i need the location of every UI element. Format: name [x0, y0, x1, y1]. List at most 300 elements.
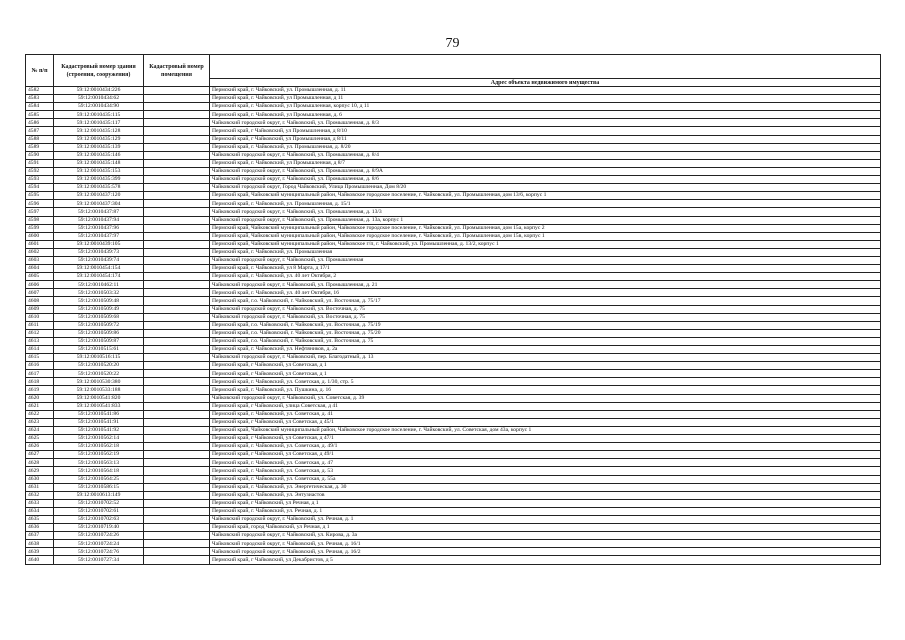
cadastral-room-cell: [144, 95, 210, 103]
row-number: 4619: [26, 386, 54, 394]
header-address-top: [210, 55, 881, 79]
table-row: [26, 216, 881, 224]
table-row: [26, 394, 881, 402]
table-row: [26, 273, 881, 281]
row-number: 4623: [26, 418, 54, 426]
row-number: 4629: [26, 467, 54, 475]
row-number: 4598: [26, 216, 54, 224]
cadastral-room-cell: [144, 200, 210, 208]
table-row: [26, 224, 881, 232]
cadastral-building-cell: 59:12:0010541:86: [54, 410, 144, 418]
cadastral-building-cell: 59:12:0010520:20: [54, 362, 144, 370]
cadastral-room-cell: [144, 103, 210, 111]
table-row: [26, 289, 881, 297]
table-row: [26, 127, 881, 135]
address-cell: Чайковский городской округ, г. Чайковский, ул. Кирова, д. 3а: [210, 532, 881, 540]
cadastral-room-cell: [144, 248, 210, 256]
row-number: 4610: [26, 313, 54, 321]
cadastral-room-cell: [144, 459, 210, 467]
cadastral-building-cell: 59:12:0010563:13: [54, 459, 144, 467]
row-number: 4600: [26, 232, 54, 240]
cadastral-room-cell: [144, 362, 210, 370]
cadastral-building-cell: 59:12:0010439:105: [54, 240, 144, 248]
address-cell: Чайковский городской округ, г. Чайковский, ул. Промышленная, д. 8/4: [210, 151, 881, 159]
cadastral-room-cell: [144, 491, 210, 499]
table-row: [26, 467, 881, 475]
row-number: 4621: [26, 402, 54, 410]
address-cell: Пермский край, Чайковский муниципальный район, Чайковское городское поселение, г. Чайковский, ул. Промышленная, дом 13/6, корпус 1: [210, 192, 881, 200]
cadastral-building-cell: 59:12:0010435:129: [54, 135, 144, 143]
cadastral-room-cell: [144, 524, 210, 532]
address-cell: Пермский край, г. Чайковский, ул Промышленная, д. 6: [210, 111, 881, 119]
address-cell: Пермский край, г Чайковский, ул Декабристов, д 5: [210, 556, 881, 564]
table-row: [26, 159, 881, 167]
address-cell: Пермский край, г. Чайковский, ул Промышленная, корпус 10, д 11: [210, 103, 881, 111]
header-address: Адрес объекта недвижимого имущества: [210, 79, 881, 87]
address-cell: Пермский край, г. Чайковский, ул Промышленная, д 11: [210, 95, 881, 103]
page-number: 79: [445, 36, 460, 51]
cadastral-room-cell: [144, 192, 210, 200]
table-row: [26, 265, 881, 273]
table-row: [26, 443, 881, 451]
row-number: 4609: [26, 305, 54, 313]
cadastral-building-cell: 59:12:0010562:14: [54, 435, 144, 443]
table-row: [26, 313, 881, 321]
address-cell: Чайковский городской округ, г. Чайковский, ул. Речная, д. 16/2: [210, 548, 881, 556]
table-row: [26, 524, 881, 532]
row-number: 4636: [26, 524, 54, 532]
row-number: 4603: [26, 256, 54, 264]
row-number: 4601: [26, 240, 54, 248]
cadastral-room-cell: [144, 305, 210, 313]
table-row: [26, 507, 881, 515]
cadastral-building-cell: 59:12:0010541:92: [54, 426, 144, 434]
table-row: [26, 346, 881, 354]
cadastral-room-cell: [144, 216, 210, 224]
cadastral-building-cell: 59:12:0010724:26: [54, 532, 144, 540]
table-row: [26, 200, 881, 208]
cadastral-room-cell: [144, 208, 210, 216]
cadastral-building-cell: 59:12:0010439:73: [54, 248, 144, 256]
row-number: 4631: [26, 483, 54, 491]
cadastral-room-cell: [144, 224, 210, 232]
address-cell: Пермский край, г. Чайковский, ул. Советская, д. 1/30, стр. 5: [210, 378, 881, 386]
cadastral-building-cell: 59:12:0010613:149: [54, 491, 144, 499]
cadastral-room-cell: [144, 143, 210, 151]
table-row: [26, 111, 881, 119]
cadastral-building-cell: 59:12:0010702:63: [54, 515, 144, 523]
row-number: 4591: [26, 159, 54, 167]
address-cell: Пермский край, г.о. Чайковский, г. Чайковский, ул. Восточная, д. 75/20: [210, 329, 881, 337]
table-row: [26, 95, 881, 103]
row-number: 4620: [26, 394, 54, 402]
table-row: [26, 556, 881, 564]
table-row: [26, 499, 881, 507]
cadastral-building-cell: 59:12:0010509:87: [54, 337, 144, 345]
cadastral-building-cell: 59:12:0010533:188: [54, 386, 144, 394]
table-row: [26, 410, 881, 418]
cadastral-building-cell: 59:12:0010435:115: [54, 111, 144, 119]
table-row: [26, 321, 881, 329]
row-number: 4612: [26, 329, 54, 337]
address-cell: Пермский край, г. Чайковский, ул. Советская, д. 47: [210, 459, 881, 467]
cadastral-room-cell: [144, 370, 210, 378]
address-cell: Пермский край, г. Чайковский, ул. Энергетическая, д. 30: [210, 483, 881, 491]
table-row: [26, 103, 881, 111]
address-cell: Пермский край, Чайковский муниципальный район, Чайковское г/п, г. Чайковский, ул. Промышленная, д. 13/2, корпус 1: [210, 240, 881, 248]
address-cell: Чайковский городской округ, г. Чайковский, ул. Речная, д. 1: [210, 515, 881, 523]
address-cell: Пермский край, г Чайковский, ул Советская, д 47/1: [210, 435, 881, 443]
cadastral-building-cell: 59:12:0010437:97: [54, 232, 144, 240]
table-row: [26, 483, 881, 491]
cadastral-building-cell: 59:12:0010435:139: [54, 143, 144, 151]
cadastral-room-cell: [144, 483, 210, 491]
cadastral-room-cell: [144, 451, 210, 459]
cadastral-room-cell: [144, 556, 210, 564]
cadastral-room-cell: [144, 394, 210, 402]
table-row: [26, 451, 881, 459]
register-rows: [26, 87, 881, 565]
address-cell: Пермский край, г. Чайковский, ул. Промышленная: [210, 248, 881, 256]
row-number: 4628: [26, 459, 54, 467]
table-row: [26, 426, 881, 434]
table-row: [26, 256, 881, 264]
cadastral-building-cell: 59:12:0010503:32: [54, 289, 144, 297]
table-row: [26, 184, 881, 192]
row-number: 4585: [26, 111, 54, 119]
cadastral-building-cell: 59:12:0010509:68: [54, 313, 144, 321]
cadastral-building-cell: 59:12:0010509:72: [54, 321, 144, 329]
address-cell: Пермский край, г. Чайковский, ул. Пушкина, д. 16: [210, 386, 881, 394]
address-cell: Пермский край, г. Чайковский, ул. Нефтяников, д. 2а: [210, 346, 881, 354]
address-cell: Чайковский городской округ, г. Чайковский, ул. Промышленная: [210, 256, 881, 264]
cadastral-room-cell: [144, 127, 210, 135]
address-cell: Пермский край, г. Чайковский, ул Промышленная, д 8/7: [210, 159, 881, 167]
cadastral-room-cell: [144, 435, 210, 443]
table-row: [26, 248, 881, 256]
address-cell: Пермский край, г Чайковский, ул Речная, д 1: [210, 499, 881, 507]
address-cell: Пермский край, г Чайковский, ул Советская, д 1: [210, 362, 881, 370]
table-row: [26, 475, 881, 483]
table-row: [26, 87, 881, 95]
address-cell: Пермский край, г Чайковский, ул Советская, д 45/1: [210, 418, 881, 426]
cadastral-building-cell: 59:12:0010437:87: [54, 208, 144, 216]
cadastral-building-cell: 59:12:0010562:18: [54, 443, 144, 451]
address-cell: Чайковский городской округ, г. Чайковский, пер. Благодатный, д. 13: [210, 354, 881, 362]
cadastral-room-cell: [144, 499, 210, 507]
address-cell: Пермский край, г. Чайковский, ул. Советская, д. 55а: [210, 475, 881, 483]
cadastral-building-cell: 59:12:0010437:120: [54, 192, 144, 200]
table-row: [26, 378, 881, 386]
row-number: 4605: [26, 273, 54, 281]
address-cell: Чайковский городской округ, г. Чайковский, ул. Промышленная, д. 13а, корпус 1: [210, 216, 881, 224]
cadastral-building-cell: 59:12:0010434:226: [54, 87, 144, 95]
table-row: [26, 548, 881, 556]
table-row: [26, 402, 881, 410]
address-cell: Пермский край, Чайковский муниципальный район, Чайковское городское поселение, г. Чайковский, ул. Промышленная, дом 15в, корпус 1: [210, 232, 881, 240]
table-row: [26, 240, 881, 248]
cadastral-building-cell: 59:12:0010515:61: [54, 346, 144, 354]
table-row: [26, 305, 881, 313]
table-row: [26, 386, 881, 394]
row-number: 4630: [26, 475, 54, 483]
table-row: [26, 232, 881, 240]
cadastral-room-cell: [144, 313, 210, 321]
address-cell: Пермский край, г. Чайковский, ул. Промышленная, д. 8/20: [210, 143, 881, 151]
table-row: [26, 143, 881, 151]
table-row: [26, 329, 881, 337]
address-cell: Пермский край, г. Чайковский, ул. Советская, д. 41: [210, 410, 881, 418]
row-number: 4618: [26, 378, 54, 386]
cadastral-building-cell: 59:12:0010435:117: [54, 119, 144, 127]
row-number: 4608: [26, 297, 54, 305]
register-table: [25, 54, 881, 565]
table-row: [26, 370, 881, 378]
cadastral-building-cell: 59:12:0010435:578: [54, 184, 144, 192]
table-row: [26, 208, 881, 216]
row-number: 4587: [26, 127, 54, 135]
cadastral-building-cell: 59:12:0010530:380: [54, 378, 144, 386]
row-number: 4583: [26, 95, 54, 103]
cadastral-room-cell: [144, 289, 210, 297]
cadastral-room-cell: [144, 167, 210, 175]
address-cell: Чайковский городской округ, г. Чайковский, ул. Речная, д. 16/1: [210, 540, 881, 548]
row-number: 4594: [26, 184, 54, 192]
cadastral-room-cell: [144, 240, 210, 248]
cadastral-building-cell: 59:12:0010435:128: [54, 127, 144, 135]
cadastral-room-cell: [144, 426, 210, 434]
cadastral-building-cell: 59:12:0010562:19: [54, 451, 144, 459]
row-number: 4616: [26, 362, 54, 370]
cadastral-room-cell: [144, 410, 210, 418]
row-number: 4614: [26, 346, 54, 354]
cadastral-room-cell: [144, 232, 210, 240]
cadastral-building-cell: 59:12:0010435:399: [54, 176, 144, 184]
cadastral-building-cell: 59:12:0010509:86: [54, 329, 144, 337]
row-number: 4606: [26, 281, 54, 289]
address-cell: Пермский край, г Чайковский, ул Советская, д 49/1: [210, 451, 881, 459]
cadastral-building-cell: 59:12:0010434:90: [54, 103, 144, 111]
row-number: 4639: [26, 548, 54, 556]
row-number: 4582: [26, 87, 54, 95]
table-row: [26, 337, 881, 345]
cadastral-room-cell: [144, 532, 210, 540]
table-row: [26, 135, 881, 143]
table-row: [26, 459, 881, 467]
row-number: 4589: [26, 143, 54, 151]
row-number: 4602: [26, 248, 54, 256]
address-cell: Чайковский городской округ, г. Чайковский, ул. Промышленная, д. 8/9А: [210, 167, 881, 175]
cadastral-building-cell: 59:12:0010454:154: [54, 265, 144, 273]
row-number: 4590: [26, 151, 54, 159]
header-cadastral-building: Кадастровый номер здания (строения, сооружения): [54, 55, 144, 87]
address-cell: Пермский край, г.о. Чайковский, г. Чайковский, ул. Восточная, д. 75/17: [210, 297, 881, 305]
row-number: 4607: [26, 289, 54, 297]
table-row: [26, 515, 881, 523]
cadastral-room-cell: [144, 386, 210, 394]
table-row: [26, 192, 881, 200]
cadastral-room-cell: [144, 443, 210, 451]
cadastral-room-cell: [144, 337, 210, 345]
cadastral-building-cell: 59:12:0010702:52: [54, 499, 144, 507]
row-number: 4634: [26, 507, 54, 515]
address-cell: Пермский край, г. Чайковский, ул. Советская, д. 49/1: [210, 443, 881, 451]
cadastral-room-cell: [144, 321, 210, 329]
row-number: 4624: [26, 426, 54, 434]
table-row: [26, 491, 881, 499]
address-cell: Чайковский городской округ, г. Чайковский, ул. Промышленная, д. 13/3: [210, 208, 881, 216]
address-cell: Пермский край, город Чайковский, ул Речная, д 1: [210, 524, 881, 532]
cadastral-building-cell: 59:12:0010724:76: [54, 548, 144, 556]
table-row: [26, 167, 881, 175]
cadastral-building-cell: 59:12:0010434:62: [54, 95, 144, 103]
cadastral-room-cell: [144, 159, 210, 167]
table-row: [26, 281, 881, 289]
row-number: 4633: [26, 499, 54, 507]
row-number: 4615: [26, 354, 54, 362]
cadastral-room-cell: [144, 467, 210, 475]
address-cell: Чайковский городской округ, г. Чайковский, ул. Восточная, д. 75: [210, 313, 881, 321]
row-number: 4611: [26, 321, 54, 329]
address-cell: Пермский край, г. Чайковский, ул. 40 лет Октября, 16: [210, 289, 881, 297]
cadastral-room-cell: [144, 151, 210, 159]
cadastral-building-cell: 59:12:0010724:24: [54, 540, 144, 548]
cadastral-room-cell: [144, 378, 210, 386]
cadastral-room-cell: [144, 119, 210, 127]
address-cell: Пермский край, г. Чайковский, ул. 40 лет Октября, 2: [210, 273, 881, 281]
cadastral-room-cell: [144, 87, 210, 95]
cadastral-room-cell: [144, 418, 210, 426]
cadastral-building-cell: 59:12:0010516:115: [54, 354, 144, 362]
cadastral-room-cell: [144, 548, 210, 556]
row-number: 4604: [26, 265, 54, 273]
address-cell: Чайковский городской округ, г. Чайковский, ул. Промышленная, д. 8/3: [210, 119, 881, 127]
cadastral-room-cell: [144, 354, 210, 362]
row-number: 4640: [26, 556, 54, 564]
table-row: [26, 418, 881, 426]
cadastral-room-cell: [144, 507, 210, 515]
address-cell: Пермский край, г Чайковский, ул Промышленная, д 8/10: [210, 127, 881, 135]
cadastral-building-cell: 59:12:0010564:25: [54, 475, 144, 483]
cadastral-building-cell: 59:12:0010541:820: [54, 394, 144, 402]
address-cell: Пермский край, г. Чайковский, ул 8 Марта, д 17/1: [210, 265, 881, 273]
address-cell: Пермский край, г Чайковский, ул Советская, д 1: [210, 370, 881, 378]
header-cadastral-room: Кадастровый номер помещения: [144, 55, 210, 87]
row-number: 4632: [26, 491, 54, 499]
address-cell: Пермский край, г Чайковский, ул Промышленная, д 8/11: [210, 135, 881, 143]
cadastral-room-cell: [144, 273, 210, 281]
row-number: 4596: [26, 200, 54, 208]
cadastral-building-cell: 59:12:0010586:15: [54, 483, 144, 491]
cadastral-building-cell: 59:12:0010509:48: [54, 297, 144, 305]
table-row: [26, 532, 881, 540]
cadastral-building-cell: 59:12:0010462:11: [54, 281, 144, 289]
header-num: № п/п: [26, 55, 54, 87]
cadastral-room-cell: [144, 402, 210, 410]
cadastral-room-cell: [144, 540, 210, 548]
row-number: 4588: [26, 135, 54, 143]
row-number: 4622: [26, 410, 54, 418]
row-number: 4584: [26, 103, 54, 111]
row-number: 4599: [26, 224, 54, 232]
cadastral-building-cell: 59:12:0010435:146: [54, 151, 144, 159]
table-row: [26, 176, 881, 184]
cadastral-building-cell: 59:12:0010727:34: [54, 556, 144, 564]
cadastral-building-cell: 59:12:0010520:22: [54, 370, 144, 378]
row-number: 4638: [26, 540, 54, 548]
cadastral-building-cell: 59:12:0010435:148: [54, 159, 144, 167]
cadastral-room-cell: [144, 184, 210, 192]
row-number: 4625: [26, 435, 54, 443]
row-number: 4592: [26, 167, 54, 175]
row-number: 4635: [26, 515, 54, 523]
cadastral-building-cell: 59:12:0010509:49: [54, 305, 144, 313]
address-cell: Чайковский городской округ, г. Чайковский, ул. Советская, д. 39: [210, 394, 881, 402]
address-cell: Чайковский городской округ, г. Чайковский, ул. Промышленная, д. 8/6: [210, 176, 881, 184]
row-number: 4595: [26, 192, 54, 200]
address-cell: Пермский край, г Чайковский, улица Советская, д 41: [210, 402, 881, 410]
cadastral-room-cell: [144, 176, 210, 184]
address-cell: Пермский край, Чайковский муниципальный район, Чайковское городское поселение, г. Чайковский, ул. Советская, дом 43а, корпус 1: [210, 426, 881, 434]
cadastral-room-cell: [144, 265, 210, 273]
cadastral-building-cell: 59:12:0010437:94: [54, 216, 144, 224]
cadastral-building-cell: 59:12:0010439:74: [54, 256, 144, 264]
cadastral-room-cell: [144, 329, 210, 337]
address-cell: Пермский край, г. Чайковский, ул. Промышленная, д. 15/1: [210, 200, 881, 208]
address-cell: Пермский край, Чайковский муниципальный район, Чайковское городское поселение, г. Чайковский, ул. Промышленная, дом 15а, корпус 2: [210, 224, 881, 232]
cadastral-building-cell: 59:12:0010435:153: [54, 167, 144, 175]
address-cell: Пермский край, г. Чайковский, ул. Промышленная, д. 11: [210, 87, 881, 95]
table-row: [26, 151, 881, 159]
cadastral-room-cell: [144, 135, 210, 143]
table-row: [26, 362, 881, 370]
table-row: [26, 435, 881, 443]
cadastral-building-cell: 59:12:0010702:61: [54, 507, 144, 515]
cadastral-room-cell: [144, 256, 210, 264]
address-cell: Пермский край, г. Чайковский, ул. Энтузиастов: [210, 491, 881, 499]
table-row: [26, 354, 881, 362]
row-number: 4597: [26, 208, 54, 216]
address-cell: Пермский край, г.о. Чайковский, г. Чайковский, ул. Восточная, д. 75/19: [210, 321, 881, 329]
cadastral-room-cell: [144, 475, 210, 483]
table-row: [26, 540, 881, 548]
row-number: 4617: [26, 370, 54, 378]
cadastral-building-cell: 59:12:0010437:304: [54, 200, 144, 208]
address-cell: Пермский край, г. Чайковский, ул. Речная, д. 1: [210, 507, 881, 515]
cadastral-building-cell: 59:12:0010541:833: [54, 402, 144, 410]
address-cell: Чайковский городской округ, г. Чайковский, ул. Восточная, д. 75: [210, 305, 881, 313]
row-number: 4627: [26, 451, 54, 459]
cadastral-room-cell: [144, 111, 210, 119]
cadastral-building-cell: 59:12:0010564:18: [54, 467, 144, 475]
row-number: 4593: [26, 176, 54, 184]
address-cell: Пермский край, г. Чайковский, ул. Советская, д. 53: [210, 467, 881, 475]
row-number: 4613: [26, 337, 54, 345]
cadastral-building-cell: 59:12:0010437:96: [54, 224, 144, 232]
cadastral-room-cell: [144, 281, 210, 289]
row-number: 4637: [26, 532, 54, 540]
address-cell: Чайковский городской округ, г. Чайковский, ул. Промышленная, д. 21: [210, 281, 881, 289]
cadastral-room-cell: [144, 346, 210, 354]
cadastral-building-cell: 59:12:0010454:174: [54, 273, 144, 281]
table-row: [26, 119, 881, 127]
cadastral-building-cell: 59:12:0010541:91: [54, 418, 144, 426]
address-cell: Пермский край, г.о. Чайковский, г. Чайковский, ул. Восточная, д. 75: [210, 337, 881, 345]
address-cell: Чайковский городской округ, Город Чайковский, Улица Промышленная, Дом 8/20: [210, 184, 881, 192]
row-number: 4586: [26, 119, 54, 127]
table-row: [26, 297, 881, 305]
row-number: 4626: [26, 443, 54, 451]
